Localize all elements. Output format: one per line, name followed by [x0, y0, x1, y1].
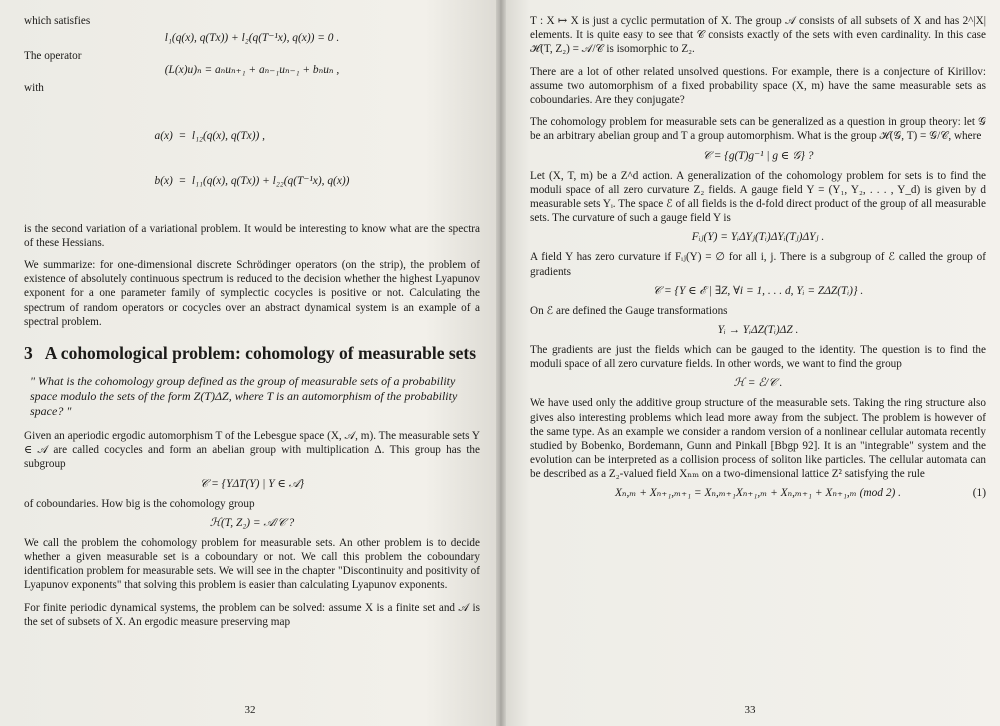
equation: 𝒞 = {g(T)g⁻¹ | g ∈ 𝒢} ?: [702, 149, 814, 162]
equation: l₁(q(x), q(Tx)) + l₂(q(T⁻¹x), q(x)) = 0 .: [164, 32, 340, 45]
paragraph: We have used only the additive group structure of the measurable sets. Taking the ring structure also gives also interesting problems which lead more away from the subject. The problem is however of the same type. As an example we consider a random version of a nonlinear cellular automata recently studied by Bobenko, Bordemann, Gunn and Pinkall [Bbgp 92]. It is an "integrable" system and the evolution can be interpreted as a collision process of soliton like particles. The cellular automata can be described as a Z₂-valued field Xₙₘ on a two-dimensional lattice Z² satisfying the rule: [530, 397, 986, 481]
paragraph: The cohomology problem for measurable sets can be generalized as a question in group theory: let 𝒢 be an arbitrary abelian group and T a group automorphism. What is the group ℋ(𝒢, T) = 𝒢/𝒞, where: [530, 116, 986, 143]
equation: 𝒞 = {Y ∈ ℰ | ∃Z, ∀i = 1, . . . d, Yᵢ = ZΔZ(Tᵢ)} .: [652, 284, 864, 297]
paragraph: with: [24, 82, 44, 95]
paragraph: is the second variation of a variational problem. It would be interesting to know what are the spectra of these Hessians.: [24, 222, 480, 249]
equation: b(x) = l₁₁(q(x), q(Tx)) + l₂₂(q(T⁻¹x), q(x)): [154, 174, 350, 187]
paragraph: Given an aperiodic ergodic automorphism T of the Lebesgue space (X, 𝒜, m). The measurable sets Y ∈ 𝒜 are called cocycles and form an abelian group with multiplication Δ. This group has the subgroup: [24, 430, 480, 471]
numbered-equation: [530, 486, 986, 501]
book-gutter: [496, 0, 506, 726]
section-title: A cohomological problem: cohomology of measurable sets: [44, 343, 477, 364]
equation: ℋ(T, Z₂) = 𝒜/𝒞 ?: [209, 516, 295, 529]
equation-block: [24, 99, 480, 219]
paragraph: There are a lot of other related unsolved questions. For example, there is a conjecture of Kirillov: assume two automorphism of a fixed probability space (X, m) have the same measurable sets as coboundaries. Are they conjugate?: [530, 65, 986, 107]
equation: (L(x)u)ₙ = aₙuₙ₊₁ + aₙ₋₁uₙ₋₁ + bₙuₙ ,: [164, 64, 340, 77]
paragraph: which satisfies: [24, 15, 91, 27]
page-number: 33: [744, 704, 756, 716]
right-page: [500, 0, 1000, 726]
equation: Fᵢⱼ(Y) = YᵢΔYⱼ(Tᵢ)ΔYᵢ(Tⱼ)ΔYⱼ .: [691, 231, 825, 244]
equation: Yᵢ → YᵢΔZ(Tᵢ)ΔZ .: [717, 324, 799, 337]
paragraph: The operator: [24, 50, 82, 63]
paragraph: On ℰ are defined the Gauge transformations: [530, 304, 728, 317]
paragraph: of coboundaries. How big is the cohomology group: [24, 497, 255, 510]
equation: a(x) = l₁₂(q(x), q(Tx)) ,: [154, 129, 265, 142]
paragraph: T : X ↦ X is just a cyclic permutation of X. The group 𝒜 consists of all subsets of X and has 2^|X| elements. It is quite easy to see that 𝒞 consists exactly of the sets with even cardinality. In this case ℋ(T, Z₂) = 𝒜/𝒞 is isomorphic to Z₂.: [530, 15, 986, 56]
section-heading: [24, 343, 480, 364]
paragraph: We summarize: for one-dimensional discrete Schrödinger operators (on the strip), the problem of existence of absolutely continuous spectrum is reduced to the decision whether the highest Lyapunov exponent for a one parameter family of symplectic cocycles is positive or not. Calculating the spectrum of random operators or cocycles over an abstract dynamical system is an example of a spectral problem.: [24, 259, 480, 328]
page-number: 32: [244, 704, 256, 716]
equation: Xₙ,ₘ + Xₙ₊₁,ₘ₊₁ = Xₙ,ₘ₊₁Xₙ₊₁,ₘ + Xₙ,ₘ₊₁ + Xₙ₊₁,ₘ (mod 2) .: [614, 486, 902, 499]
paragraph: The gradients are just the fields which can be gauged to the identity. The question is to find the moduli space of all zero curvature fields. In other words, we want to find the group: [530, 344, 986, 371]
quote: " What is the cohomology group defined as the group of measurable sets of a probability space modulo the sets of the form Z(T)ΔZ, where T is an automorphism of the probability space? ": [30, 374, 458, 419]
paragraph: A field Y has zero curvature if Fᵢⱼ(Y) = ∅ for all i, j. There is a subgroup of ℰ called the group of gradients: [530, 251, 986, 278]
section-number: 3: [24, 343, 33, 364]
equation: 𝒞 = {YΔT(Y) | Y ∈ 𝒜}: [199, 477, 305, 490]
paragraph: We call the problem the cohomology problem for measurable sets. An other problem is to decide whether a given measurable set is a coboundary or not. We call this problem the coboundary identification problem for measurable sets. We will see in the chapter "Discontinuity and positivity of Lyapunov exponents" that solving this problem is easier than calculating Lyapunov exponents.: [24, 536, 480, 592]
paragraph: For finite periodic dynamical systems, the problem can be solved: assume X is a finite set and 𝒜 is the set of subsets of X. An ergodic measure preserving map: [24, 601, 480, 628]
paragraph: Let (X, T, m) be a Z^d action. A generalization of the cohomology problem for sets is to find the moduli space of all zero curvature Z₂ fields. A gauge field Y = (Y₁, Y₂, . . . , Y_d) is given by d measurable sets Yᵢ. The space ℰ of all fields is the d-fold direct product of the group of all measurable sets. The curvature of such a gauge field Y is: [530, 169, 986, 225]
equation: ℋ = ℰ/𝒞 .: [733, 377, 783, 390]
equation-number: (1): [972, 486, 986, 499]
